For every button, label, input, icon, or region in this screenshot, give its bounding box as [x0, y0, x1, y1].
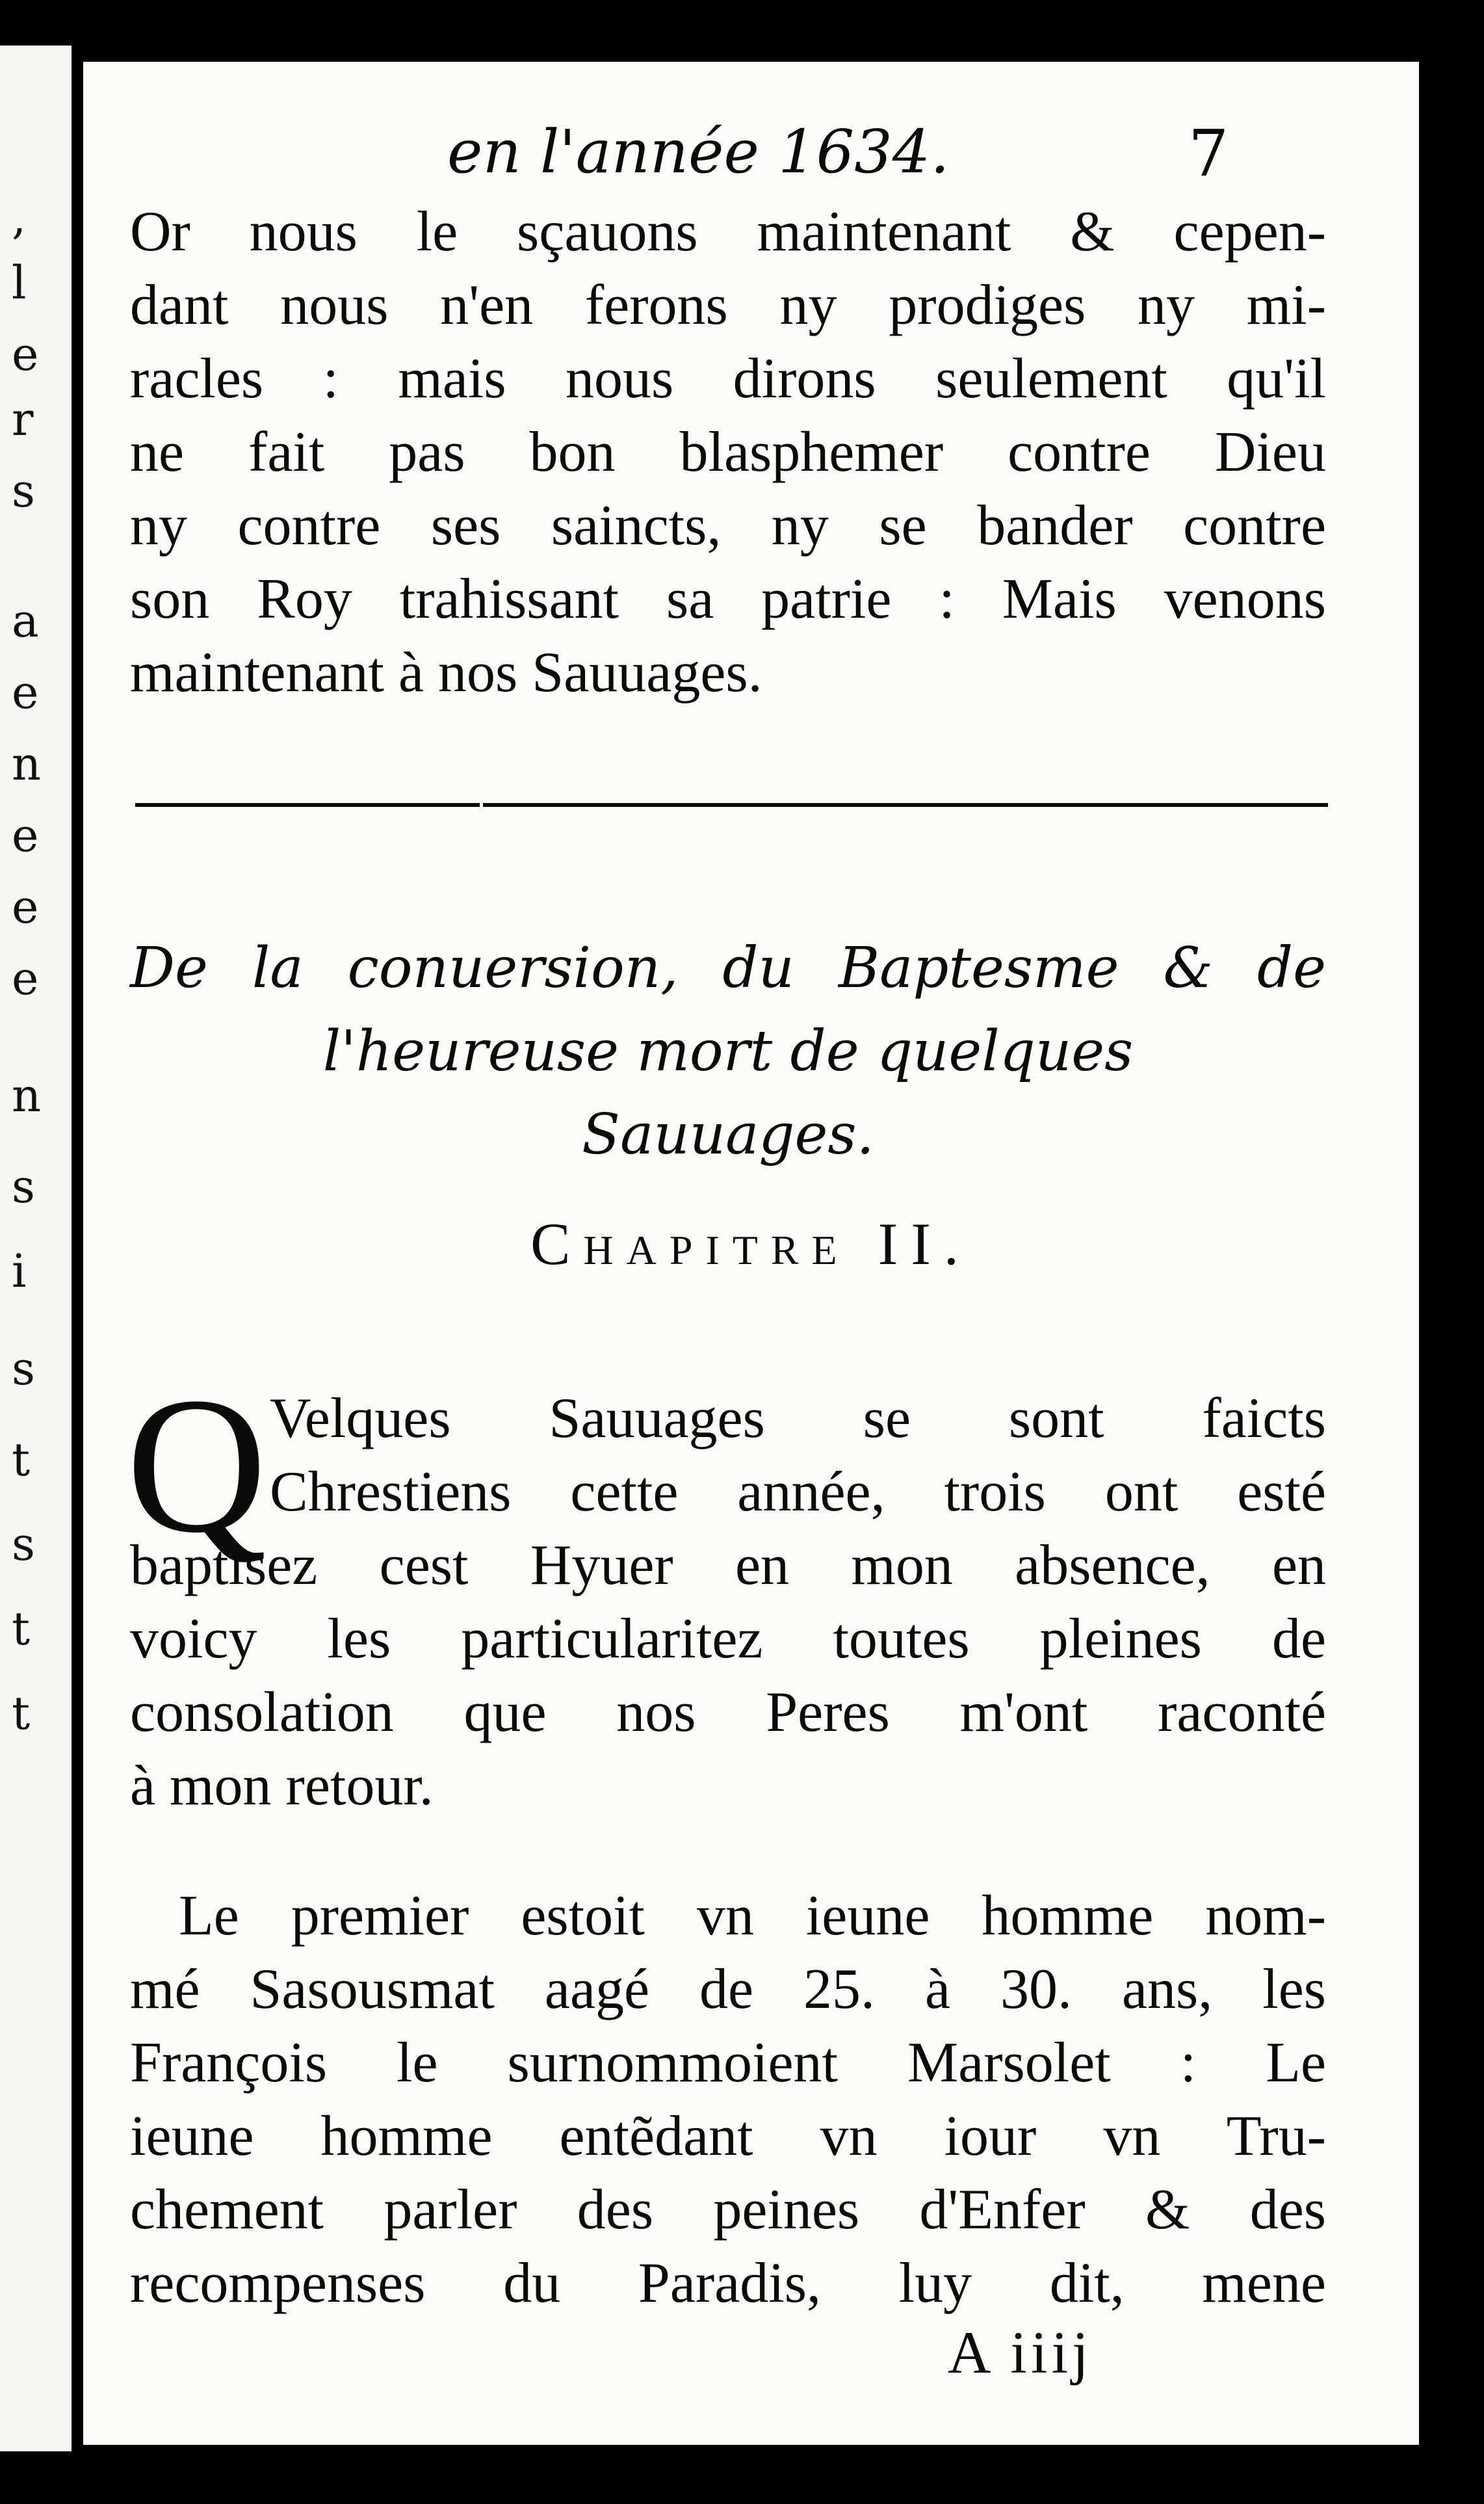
- margin-char: a: [12, 594, 39, 648]
- section-title: [130, 927, 1326, 1176]
- text-line: voicy les particularitez toutes pleines de: [130, 1607, 1326, 1670]
- section-title-line: Sauuages.: [582, 1102, 874, 1167]
- margin-char: l: [12, 256, 27, 310]
- margin-char: s: [12, 1342, 35, 1395]
- text-line: Or nous le sçauons maintenant & cepen-: [130, 200, 1326, 263]
- adjacent-page-margin: [0, 46, 72, 2451]
- text-line: maintenant à nos Sauuages.: [130, 641, 762, 704]
- margin-char: ,: [12, 191, 27, 244]
- signature-mark: A iiij: [948, 2319, 1093, 2386]
- text-line: François le surnommoient Marsolet : Le: [130, 2031, 1326, 2094]
- margin-char: e: [12, 809, 39, 862]
- margin-char: e: [12, 952, 39, 1005]
- section-title-line: De la conuersion, du Baptesme & de: [130, 936, 1326, 1001]
- page-number: 7: [1188, 117, 1229, 191]
- running-title: en l'année 1634.: [447, 117, 950, 187]
- margin-char: s: [12, 1160, 35, 1213]
- margin-char: t: [12, 1602, 31, 1655]
- text-line: mé Sasousmat aagé de 25. à 30. ans, les: [130, 1958, 1326, 2021]
- margin-char: e: [12, 666, 39, 719]
- margin-char: t: [12, 1433, 31, 1486]
- margin-char: n: [12, 1069, 42, 1122]
- text-line: dant nous n'en ferons ny prodiges ny mi-: [130, 274, 1326, 337]
- text-line: ne fait pas bon blasphemer contre Dieu: [130, 421, 1326, 484]
- text-line: ieune homme entẽdant vn iour vn Tru-: [130, 2105, 1326, 2168]
- margin-char: r: [12, 393, 34, 446]
- margin-char: e: [12, 880, 39, 934]
- text-line: racles : mais nous dirons seulement qu'il: [130, 347, 1326, 410]
- text-line: Le premier estoit vn ieune homme nom-: [179, 1884, 1326, 1947]
- margin-char: e: [12, 328, 39, 381]
- margin-char: n: [12, 737, 42, 791]
- running-head: [83, 117, 1419, 189]
- paragraph-2: [126, 1357, 1326, 1823]
- margin-char: s: [12, 464, 35, 518]
- text-line: Chrestiens cette année, trois ont esté: [270, 1460, 1326, 1523]
- paragraph-3: [130, 1879, 1326, 2320]
- section-rule-left: [135, 803, 480, 807]
- margin-char: i: [12, 1245, 27, 1298]
- book-page: [83, 62, 1419, 2445]
- text-line: Velques Sauuages se sont faicts: [270, 1387, 1326, 1450]
- margin-char: t: [12, 1687, 31, 1740]
- text-line: son Roy trahissant sa patrie : Mais venons: [130, 568, 1326, 631]
- text-line: à mon retour.: [130, 1754, 434, 1817]
- section-rule-right: [483, 803, 1328, 807]
- drop-cap: Q: [126, 1357, 267, 1573]
- text-line: consolation que nos Peres m'ont raconté: [130, 1681, 1326, 1744]
- paragraph-1: [130, 195, 1326, 709]
- text-line: baptisez cest Hyuer en mon absence, en: [130, 1534, 1326, 1597]
- section-title-line: l'heureuse mort de quelques: [322, 1019, 1134, 1084]
- text-line: chement parler des peines d'Enfer & des: [130, 2178, 1326, 2241]
- text-line: recompenses du Paradis, luy dit, mene: [130, 2252, 1326, 2315]
- text-line: ny contre ses saincts, ny se bander contre: [130, 494, 1326, 557]
- margin-char: s: [12, 1518, 35, 1571]
- chapter-heading: Chapitre II.: [530, 1211, 972, 1277]
